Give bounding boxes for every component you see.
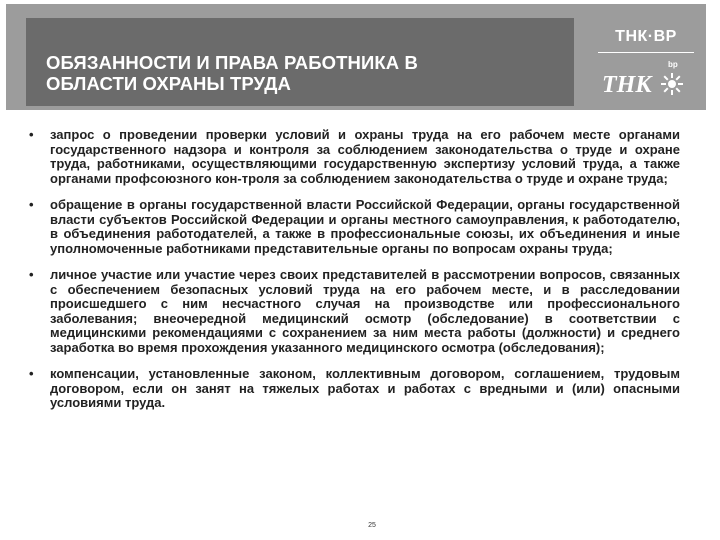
logo-divider — [598, 52, 694, 53]
list-item — [26, 128, 680, 186]
list-item — [26, 367, 680, 411]
list-item — [26, 268, 680, 355]
list-item-text: компенсации, установленные законом, коллективным договором, соглашением, трудовым договором, если он занят на тяжелых работах и работах с вредными и (или) опасными условиями труда. — [50, 366, 680, 410]
slide-title — [46, 52, 566, 94]
bullet: • — [29, 197, 34, 212]
company-logo — [584, 16, 704, 110]
title-line-1: ОБЯЗАННОСТИ И ПРАВА РАБОТНИКА В — [46, 52, 418, 73]
logo-mark-text: ТНК — [602, 72, 652, 98]
bullet: • — [29, 267, 34, 282]
logo-mark-icon — [596, 60, 692, 104]
list-item-text: запрос о проведении проверки условий и охраны труда на его рабочем месте органами государственного надзора и контроля за соблюдением законодательства о труде и охране труда, работниками, осуществляющими государственную экспертизу условий труда, а также органами профсоюзного кон-троля за соблюдением законодательства о труде и охране труда; — [50, 127, 680, 186]
list-item — [26, 198, 680, 256]
list-item-text: обращение в органы государственной власти Российской Федерации, органы государственной власти субъектов Российской Федерации и органы местного самоуправления, к работодателю, в объединения работодателей, а также в профессиональные союзы, их объединения и иные уполномоченные работниками представительные органы по вопросам охраны труда; — [50, 197, 680, 256]
list-item-text: личное участие или участие через своих представителей в рассмотрении вопросов, связанных с обеспечением безопасных условий труда на его рабочем месте, и в расследовании происшедшего с ним несчастного случая на производстве или профессионального заболевания; внеочередной медицинский осмотр (обследование) в соответствии с медицинскими рекомендациями с сохранением за ним места работы (должности) и среднего заработка во время прохождения указанного медицинского осмотра (обследования); — [50, 267, 680, 355]
bullet: • — [29, 127, 34, 142]
page-number: 25 — [368, 522, 376, 529]
title-line-2: ОБЛАСТИ ОХРАНЫ ТРУДА — [46, 73, 291, 94]
bullet: • — [29, 366, 34, 381]
bp-helios-icon — [661, 73, 683, 95]
logo-brand-text: ТНК·ВР — [615, 28, 677, 45]
duties-list — [26, 128, 680, 423]
bp-text: bp — [668, 60, 678, 69]
